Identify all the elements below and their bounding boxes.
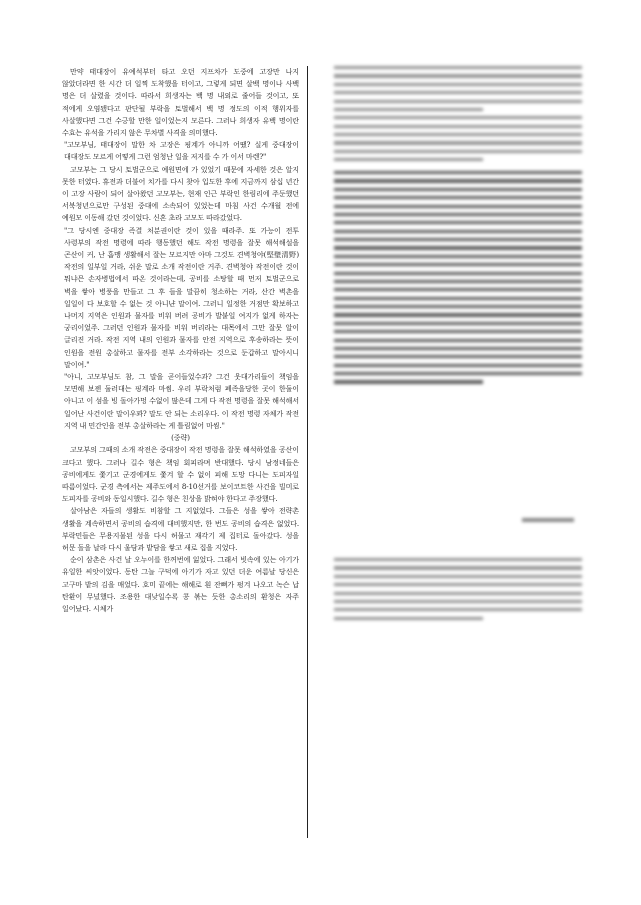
paragraph: 고모부의 그때의 소개 작전은 중대장이 작전 명령을 잘못 해석하였을 공산이 크다고 했다. 그러나 길수 형은 책임 회피라며 반대했다. 당시 남정네들은 공비에게도 쫓기고 군경에게도 쫓겨 할 수 없이 피해 도망 다니는 도피자일 따름이었다. 군경 측에서는 제주도에서 8-10선거를 보이코트한 사건을 빌미로 도피자를 공비와 동일시했다. 길수 형은 친상을 밝혀야 한다고 주장했다.	[62, 445, 299, 504]
blurred-text-block-3	[334, 558, 582, 625]
omission-marker: (중략)	[171, 433, 190, 443]
dialogue-paragraph: "아니, 고모부님도 참, 그 말을 곧이들었수과? 그건 웃대가리들이 책임을 모면해 보젠 둘러대는 핑계라 마씸. 우리 부락처럼 폐족을당한 곳이 한둘이 아니고 이 섬을 빙 돌아가멍 수없이 많은데 그게 다 작전 명령을 잘못 해석해서 일어난 사건이란 말이우꽈? 말도 안 되는 소리우다. 이 작전 명령 자체가 작전 지역 내 민간인을 전부 총살하라는 게 틀림없어 마씸."	[64, 372, 299, 430]
paragraph: 순이 삼촌은 사건 날 오누이를 한꺼번에 잃었다. 그래서 빗속에 있는 아기가 유일한 씨앗이었다. 동탄 그늘 구덕에 아기가 자고 있던 더운 여름날 당신은 고구마 밭의 김을 매었다. 호미 끝에는 해해로 흰 잔뼈가 펑겨 나오고 녹슨 납 탄환이 무넜했다. 조용한 대낮일수록 콩 볶는 듯한 총소리의 환청은 자주 일어났다. 시체가	[62, 555, 299, 613]
blurred-text-block-2	[334, 171, 582, 389]
dialogue-paragraph: "그 당시엔 중대장 즉결 처분권이란 것이 있을 때라주. 또 가능이 전투 사령부의 작전 명령에 따라 행동했던 해도 작전 명령을 잘못 해석해설을 곤산이 커, 난 흡맹 생활해서 잘는 모르지만 아마 그것도 견벽청야(堅壁清野) 작전의 일부일 거라, 쉬운 말로 소개 작전이란 거주. 견벽청야 작전이란 것이 뭐냐믄 손자병법에서 따온 것이라는데, 공비를 소탕할 때 먼저 토벌군으로 벽을 쌓아 병풍을 만들고 그 후 들을 말끔히 청소하는 거라, 산간 벽촌을 일일이 다 보호할 수 없는 것 아니냔 말이여. 그러니 일정한 거점만 확보하고 나머지 지역은 인원과 물자를 비워 버려 공비가 발붙일 여지가 없게 하자는 궁리이었주. 그러던 인원과 물자를 비워 버리라는 대목에서 그만 잘못 알이 글리진 거라. 작전 지역 내의 인원과 물자를 안전 지역으로 후송하라는 뜻이 인원을 전원 총살하고 물자를 전부 소각하라는 것으로 둔갑하고 말아시니 말이여."	[64, 225, 299, 369]
blurred-text-block-1	[334, 66, 582, 167]
dialogue-paragraph: "고모부님, 태대장이 말한 차 고장은 핑계가 아니까 어땠? 실게 중대장이 대대장도 모르게 어떻게 그런 엄청난 일을 저지를 수 가 이서 마렌?"	[64, 140, 299, 162]
right-blurred-column	[334, 66, 582, 626]
left-text-column	[62, 66, 308, 838]
paragraph: 살아남은 자들의 생활도 비참할 그 지없었다. 그들은 성을 쌓아 전략촌 생활을 계속하면서 공비의 습격에 대비했지만, 한 번도 공비의 습격은 없었다. 부락민들은 무용지물된 성을 다시 허물고 재각기 제 집터로 돌아갔다. 성을 허문 돌을 날라 다시 울담과 밭담을 쌓고 새로 집을 지었다.	[62, 506, 299, 552]
paragraph: 고모부는 그 당시 토벌군으로 예원면에 가 있었기 때문에 자세한 것은 알지 못한 터였다. 휴전과 더불어 치가를 다시 찾아 입도한 후에 지금까지 삼십 년간 이 고장 사람이 되어 살아왔던 고모부는, 현재 인근 부락인 한림리에 주둔했던 서북청년으로만 구성된 중대에 소속되어 있었는데 마침 사건 수개월 전에 예원모 이동해 갔던 것이었다. 신혼 초라 고모도 따라갔었다.	[62, 164, 299, 223]
blurred-signature	[522, 518, 574, 522]
paragraph: 만약 태대장이 유예석부터 타고 오던 지프차가 도중에 고장만 나지 않았더라면 한 시간 더 일찍 도착했을 터이고, 그렇게 되면 살백 명이나 사백 명은 더 살렸을 것이다. 따라서 희생자는 백 명 내외로 줄어들 것이고, 또 적에게 오염됐다고 판단될 부락을 토벌해서 백 명 정도의 이적 행위자를 사살했다면 그건 수긍할 만한 일이었는지 모른다. 그러나 희생자 유백 명이란 수효는 유석을 가리지 않은 무차별 사격을 의미했다.	[62, 67, 299, 138]
